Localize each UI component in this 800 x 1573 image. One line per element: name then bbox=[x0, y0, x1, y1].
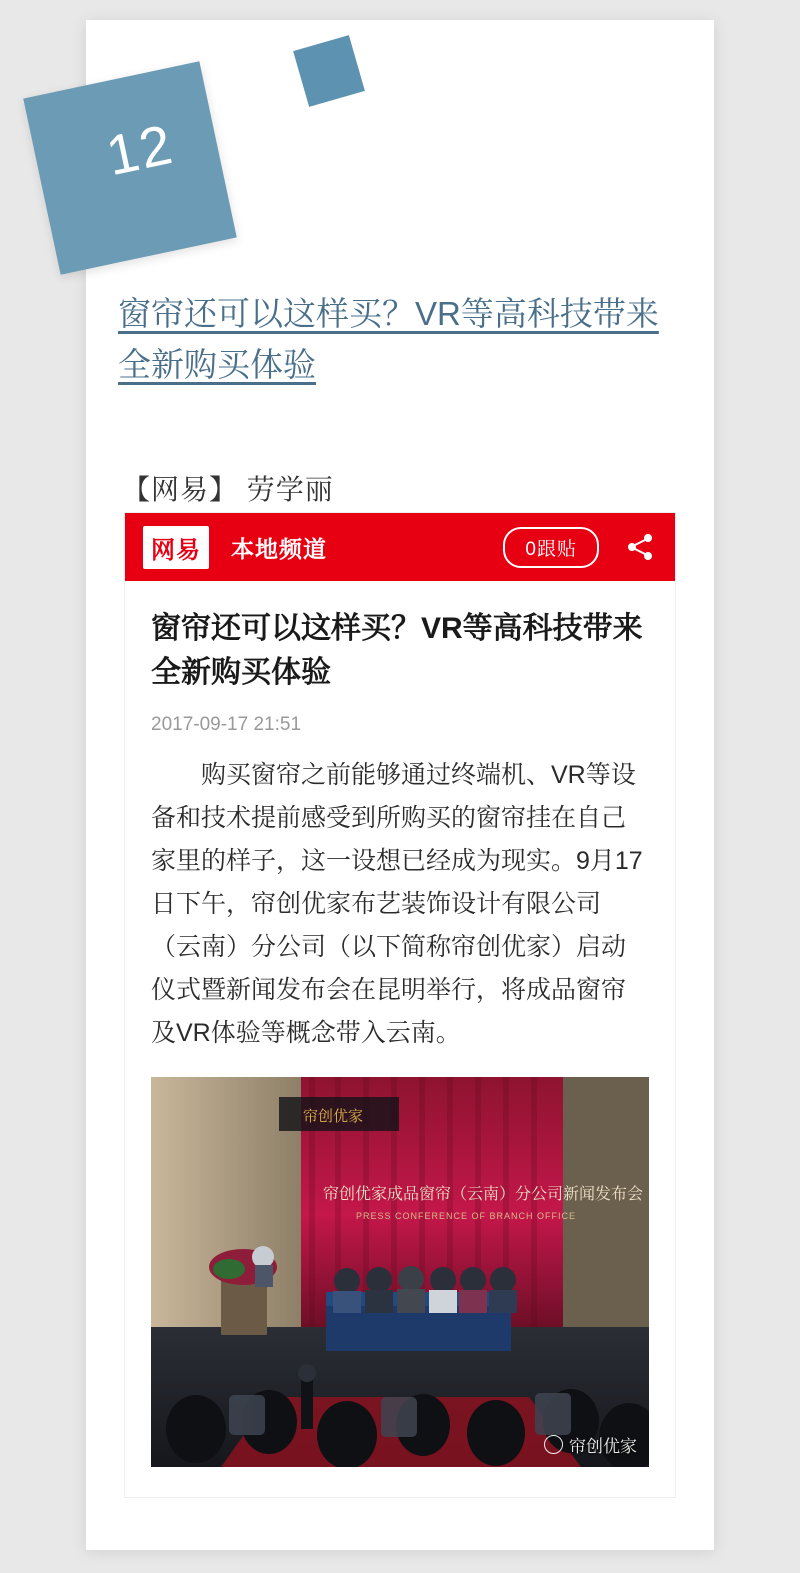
article-title: 窗帘还可以这样买？VR等高科技带来全新购买体验 bbox=[151, 612, 643, 689]
photo-credit-label: 帘创优家 bbox=[569, 1437, 637, 1456]
article-timestamp: 2017-09-17 21:51 bbox=[151, 714, 302, 735]
channel-label: 本地频道 bbox=[231, 535, 327, 562]
page-number-label: 12 bbox=[100, 111, 179, 188]
share-nodes-icon[interactable] bbox=[623, 530, 657, 564]
article-card-header bbox=[125, 513, 675, 581]
wechat-icon bbox=[544, 1435, 563, 1454]
svg-text:帘创优家成品窗帘（云南）分公司新闻发布会: 帘创优家成品窗帘（云南）分公司新闻发布会 bbox=[323, 1184, 644, 1203]
headline-link[interactable]: 窗帘还可以这样买？VR等高科技带来全新购买体验 bbox=[118, 295, 659, 384]
photo-credit bbox=[544, 1432, 637, 1457]
comment-count-pill[interactable]: 0跟贴 bbox=[503, 527, 599, 568]
svg-text:帘创优家: 帘创优家 bbox=[303, 1107, 364, 1125]
netease-logo: 网易 bbox=[143, 526, 209, 569]
byline: 【网易】 劳学丽 bbox=[122, 474, 334, 505]
article-body bbox=[125, 581, 675, 1055]
article-photo bbox=[151, 1077, 649, 1467]
svg-text:PRESS CONFERENCE OF BRANCH OFF: PRESS CONFERENCE OF BRANCH OFFICE bbox=[356, 1211, 577, 1221]
article-paragraph: 购买窗帘之前能够通过终端机、VR等设备和技术提前感受到所购买的窗帘挂在自己家里的样子，这一设想已经成为现实。9月17日下午，帘创优家布艺装饰设计有限公司（云南）分公司（以下简称帘创优家）启动仪式暨新闻发布会在昆明举行，将成品窗帘及VR体验等概念带入云南。 bbox=[151, 761, 643, 1047]
page-sheet bbox=[86, 20, 714, 1550]
article-card bbox=[124, 512, 676, 1498]
